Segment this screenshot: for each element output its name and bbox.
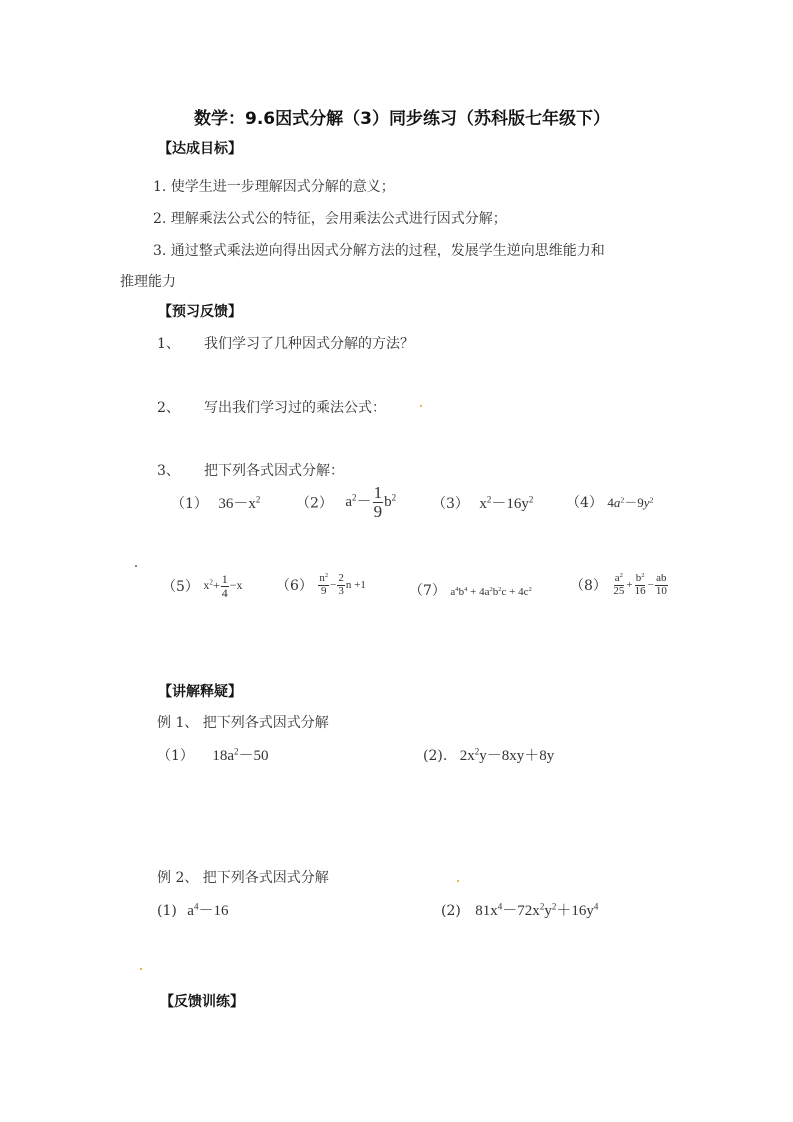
problem-expression: $a^4-16$ — [187, 901, 229, 919]
question-text: 把下列各式因式分解： — [204, 463, 344, 479]
decorative-speck — [135, 565, 137, 567]
problem-expression: $36-x^2$ — [218, 494, 261, 512]
section-heading-goals: 【达成目标】 — [158, 141, 242, 157]
decorative-speck — [140, 968, 142, 970]
problem-label: （8） — [570, 578, 607, 595]
problem-8 — [570, 573, 669, 597]
question-text: 写出我们学习过的乘法公式： — [204, 400, 386, 416]
example-1-problem-2 — [423, 744, 554, 765]
problem-expression: $x^2-16y^2$ — [479, 494, 534, 512]
question-number: 2、 — [157, 400, 180, 416]
problem-label: （5） — [162, 579, 199, 596]
problem-label: (2). — [423, 748, 448, 764]
problem-label: （4） — [566, 495, 603, 511]
example-2-problem-2 — [441, 899, 598, 920]
goal-item-3-continuation: 推理能力 — [120, 274, 176, 290]
example-1-title: 例 1、 把下列各式因式分解 — [157, 715, 329, 731]
problem-expression: $81x^4-72x^2y^2+16y^4$ — [475, 901, 599, 919]
problem-label: (1) — [157, 903, 177, 919]
example-2-title: 例 2、 把下列各式因式分解 — [157, 870, 329, 886]
example-2-problem-1 — [157, 899, 228, 920]
problem-label: （3） — [432, 496, 469, 512]
problem-expression: $\frac{a^2}{25}$ + $\frac{b^2}{16}$ − $\frac{ab}{10}$ — [613, 572, 667, 597]
question-number: 3、 — [157, 463, 180, 479]
problem-6 — [276, 573, 366, 597]
page-title: 数学：9.6因式分解（3）同步练习（苏科版七年级下） — [194, 109, 610, 129]
question-text: 我们学习了几种因式分解的方法？ — [204, 336, 414, 352]
decorative-speck — [420, 405, 422, 407]
problem-label: （7） — [409, 583, 446, 599]
question-number: 1、 — [157, 336, 180, 352]
preview-question-2 — [157, 397, 386, 417]
problem-1 — [171, 492, 260, 513]
section-heading-explain: 【讲解释疑】 — [158, 684, 242, 700]
problem-label: （2） — [296, 495, 333, 512]
problem-expression: $a^4b^4 + 4a^2b^2c + 4c^2$ — [450, 586, 532, 598]
problem-expression: $a^2-$ $\frac{1}{9}$ $b^2$ — [345, 483, 397, 521]
problem-label: （1） — [157, 748, 194, 764]
decorative-speck — [457, 880, 459, 882]
problem-4 — [566, 492, 653, 512]
problem-3 — [432, 492, 533, 513]
problem-label: （1） — [171, 496, 208, 512]
goal-item-2: 2. 理解乘法公式公的特征，会用乘法公式进行因式分解； — [153, 211, 507, 227]
problem-expression: $4a^2-9y^2$ — [607, 495, 654, 510]
section-heading-feedback: 【反馈训练】 — [160, 994, 244, 1010]
goal-item-1: 1. 使学生进一步理解因式分解的意义； — [153, 179, 395, 195]
section-heading-preview: 【预习反馈】 — [158, 304, 242, 320]
problem-label: （6） — [276, 578, 313, 595]
goal-item-3: 3. 通过整式乘法逆向得出因式分解方法的过程，发展学生逆向思维能力和 — [153, 243, 605, 259]
problem-2 — [296, 484, 396, 521]
problem-5 — [162, 573, 243, 599]
problem-7 — [409, 580, 532, 600]
preview-question-3 — [157, 460, 344, 480]
problem-expression: $2x^2y-8xy+8y$ — [459, 746, 555, 764]
example-1-problem-1 — [157, 744, 269, 765]
problem-label: (2) — [441, 903, 461, 919]
problem-expression: $\frac{n^2}{9}$ − $\frac{2}{3}$ n +1 — [319, 572, 366, 597]
preview-question-1 — [157, 333, 414, 353]
problem-expression: $x^2+$ $\frac{1}{4}$ −x — [203, 572, 243, 600]
problem-expression: $18a^2-50$ — [212, 746, 269, 764]
